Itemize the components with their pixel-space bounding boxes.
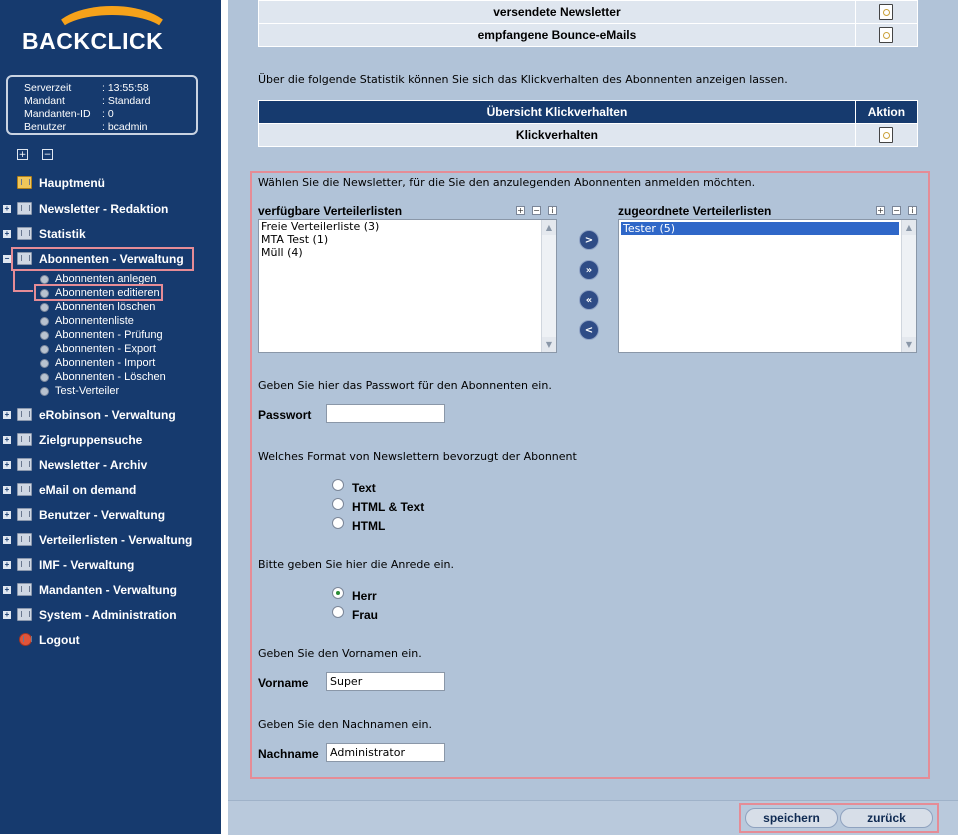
click-behaviour-table — [258, 100, 918, 147]
folder-icon — [17, 202, 32, 215]
collapse-icon[interactable]: − — [893, 206, 900, 215]
folder-icon — [17, 558, 32, 571]
collapse-icon[interactable]: − — [4, 254, 10, 263]
info-row-serverzeit: Serverzeit : 13:55:58 — [24, 82, 149, 94]
nav-newsletter-archiv[interactable]: + Newsletter - Archiv — [4, 458, 148, 472]
scroll-down-icon[interactable]: ▼ — [902, 337, 916, 352]
save-button[interactable]: speichern — [745, 808, 838, 828]
report-icon[interactable] — [879, 4, 893, 20]
vertical-scrollbar[interactable] — [901, 220, 916, 352]
info-icon[interactable]: i — [908, 206, 917, 215]
expand-all-icon[interactable]: + — [18, 150, 27, 160]
table-row — [259, 24, 918, 47]
nav-statistik[interactable]: + Statistik — [4, 227, 86, 241]
sidebar: BACKCLICK Serverzeit : 13:55:58 Mandant : Standard Mandanten-ID : 0 Benutzer : bcadmin + − Hauptmenü + Newsletter - Redaktion + Statistik − Abonnenten - Verwaltung Abonnenten anlegen Abonnenten editieren Abonnenten löschen Abonnentenliste Abonnenten - Prüfung Abonnenten - Export Abonnenten - Import Abonnenten - Löschen Test-Verteiler + eRobinson - Verwaltung + Zielgruppensuche + Newsletter - Archiv + eMail on demand + Benutzer - Verwaltung + Verteilerlisten - Verwaltung + IMF - Verwaltung + Mandanten - Verwaltung + System - Administration Logout — [0, 0, 221, 834]
bullet-icon — [40, 275, 49, 284]
nav-system-administration[interactable]: + System - Administration — [4, 608, 177, 622]
bullet-icon — [40, 387, 49, 396]
nav-verteilerlisten-verwaltung[interactable]: + Verteilerlisten - Verwaltung — [4, 533, 193, 547]
backclick-logo: BACKCLICK — [14, 6, 184, 68]
scroll-up-icon[interactable]: ▲ — [902, 220, 916, 235]
password-label: Passwort — [258, 408, 312, 422]
format-prompt: Welches Format von Newslettern bevorzugt der Abonnent — [258, 450, 577, 463]
format-radio-html-text[interactable] — [332, 498, 344, 510]
assigned-lists-label: zugeordnete Verteilerlisten — [618, 204, 772, 218]
highlight-nav-abonnenten-verwaltung — [11, 247, 194, 271]
folder-icon — [17, 433, 32, 446]
report-icon[interactable] — [879, 27, 893, 43]
logout-icon — [19, 633, 32, 646]
salutation-label-herr: Herr — [352, 589, 377, 603]
salutation-prompt: Bitte geben Sie hier die Anrede ein. — [258, 558, 454, 571]
home-icon — [17, 176, 32, 189]
available-lists-listbox[interactable] — [258, 219, 557, 353]
list-item[interactable]: Freie Verteilerliste (3) — [261, 220, 380, 233]
folder-icon — [17, 408, 32, 421]
expand-icon[interactable]: + — [4, 410, 10, 419]
back-button[interactable]: zurück — [840, 808, 933, 828]
format-label-text: Text — [352, 481, 376, 495]
info-row-mandanten-id: Mandanten-ID : 0 — [24, 108, 114, 120]
nav-imf-verwaltung[interactable]: + IMF - Verwaltung — [4, 558, 135, 572]
newsletter-stats-table — [258, 0, 918, 47]
bullet-icon — [40, 317, 49, 326]
expand-icon[interactable]: + — [4, 510, 10, 519]
salutation-radio-herr[interactable] — [332, 587, 344, 599]
lastname-prompt: Geben Sie den Nachnamen ein. — [258, 718, 432, 731]
folder-icon — [17, 508, 32, 521]
folder-icon — [17, 533, 32, 546]
move-all-right-button[interactable]: » — [579, 260, 599, 280]
column-header-overview: Übersicht Klickverhalten — [259, 101, 856, 124]
table-cell-action — [855, 24, 917, 47]
salutation-label-frau: Frau — [352, 608, 379, 622]
table-cell-action — [855, 1, 917, 24]
lastname-label: Nachname — [258, 747, 319, 761]
table-cell-klickverhalten: Klickverhalten — [259, 124, 856, 147]
expand-icon[interactable]: + — [517, 206, 524, 215]
table-row — [259, 124, 918, 147]
expand-icon[interactable]: + — [4, 435, 10, 444]
firstname-prompt: Geben Sie den Vornamen ein. — [258, 647, 422, 660]
nav-zielgruppensuche[interactable]: + Zielgruppensuche — [4, 433, 143, 447]
expand-icon[interactable]: + — [4, 610, 10, 619]
report-icon[interactable] — [879, 127, 893, 143]
format-radio-text[interactable] — [332, 479, 344, 491]
highlight-connector — [13, 271, 15, 291]
bullet-icon — [40, 373, 49, 382]
lastname-input[interactable]: Administrator — [326, 743, 445, 762]
expand-icon[interactable]: + — [4, 560, 10, 569]
folder-icon — [17, 458, 32, 471]
expand-icon[interactable]: + — [4, 204, 10, 213]
expand-icon[interactable]: + — [4, 485, 10, 494]
password-prompt: Geben Sie hier das Passwort für den Abonnenten ein. — [258, 379, 552, 392]
nav-email-on-demand[interactable]: + eMail on demand — [4, 483, 137, 497]
format-label-html-text: HTML & Text — [352, 500, 425, 514]
folder-icon — [17, 227, 32, 240]
collapse-icon[interactable]: − — [533, 206, 540, 215]
table-cell-action — [855, 124, 917, 147]
bullet-icon — [40, 303, 49, 312]
move-one-left-button[interactable]: < — [579, 320, 599, 340]
expand-icon[interactable]: + — [877, 206, 884, 215]
expand-icon[interactable]: + — [4, 535, 10, 544]
nav-hauptmenue[interactable]: Hauptmenü — [0, 174, 200, 192]
folder-icon — [17, 583, 32, 596]
vertical-scrollbar[interactable] — [541, 220, 556, 352]
salutation-radio-frau[interactable] — [332, 606, 344, 618]
nav-benutzer-verwaltung[interactable]: + Benutzer - Verwaltung — [4, 508, 166, 522]
move-all-left-button[interactable]: « — [579, 290, 599, 310]
nav-erobinson[interactable]: + eRobinson - Verwaltung — [4, 408, 176, 422]
right-margin — [958, 0, 965, 834]
nav-newsletter-redaktion[interactable]: + Newsletter - Redaktion — [4, 202, 169, 216]
bullet-icon — [40, 331, 49, 340]
assigned-lists-listbox[interactable] — [618, 219, 917, 353]
available-lists-label: verfügbare Verteilerlisten — [258, 204, 403, 218]
session-info-box — [6, 75, 198, 135]
expand-icon[interactable]: + — [4, 460, 10, 469]
expand-icon[interactable]: + — [4, 229, 10, 238]
firstname-input[interactable]: Super — [326, 672, 445, 691]
click-intro-text: Über die folgende Statistik können Sie sich das Klickverhalten des Abonnenten anzeigen lassen. — [258, 73, 788, 86]
expand-icon[interactable]: + — [4, 585, 10, 594]
nav-abonnenten-verwaltung[interactable]: − Abonnenten - Verwaltung — [4, 252, 184, 266]
table-row — [259, 1, 918, 24]
collapse-all-icon[interactable]: − — [43, 150, 52, 160]
firstname-label: Vorname — [258, 676, 309, 690]
table-cell-bounce-emails: empfangene Bounce-eMails — [259, 24, 856, 47]
info-row-mandant: Mandant : Standard — [24, 95, 151, 107]
scroll-down-icon[interactable]: ▼ — [542, 337, 556, 352]
format-radio-html[interactable] — [332, 517, 344, 529]
move-one-right-button[interactable]: > — [579, 230, 599, 250]
table-header-row — [259, 101, 918, 124]
column-header-action: Aktion — [855, 101, 917, 124]
info-row-benutzer: Benutzer : bcadmin — [24, 121, 148, 133]
list-item[interactable]: Tester (5) — [621, 222, 899, 235]
format-label-html: HTML — [352, 519, 386, 533]
password-input[interactable] — [326, 404, 445, 423]
highlight-subnav-abonnenten-editieren — [34, 284, 163, 301]
table-cell-versendete-newsletter: versendete Newsletter — [259, 1, 856, 24]
list-item[interactable]: MTA Test (1) — [261, 233, 329, 246]
bullet-icon — [40, 345, 49, 354]
nav-logout[interactable]: Logout — [0, 631, 200, 649]
highlight-connector — [13, 290, 33, 292]
info-icon[interactable]: i — [548, 206, 557, 215]
scroll-up-icon[interactable]: ▲ — [542, 220, 556, 235]
bullet-icon — [40, 359, 49, 368]
nav-mandanten-verwaltung[interactable]: + Mandanten - Verwaltung — [4, 583, 178, 597]
folder-icon — [17, 608, 32, 621]
folder-icon — [17, 483, 32, 496]
newsletter-select-intro: Wählen Sie die Newsletter, für die Sie den anzulegenden Abonnenten anmelden möchten. — [258, 176, 756, 189]
list-item[interactable]: Müll (4) — [261, 246, 303, 259]
